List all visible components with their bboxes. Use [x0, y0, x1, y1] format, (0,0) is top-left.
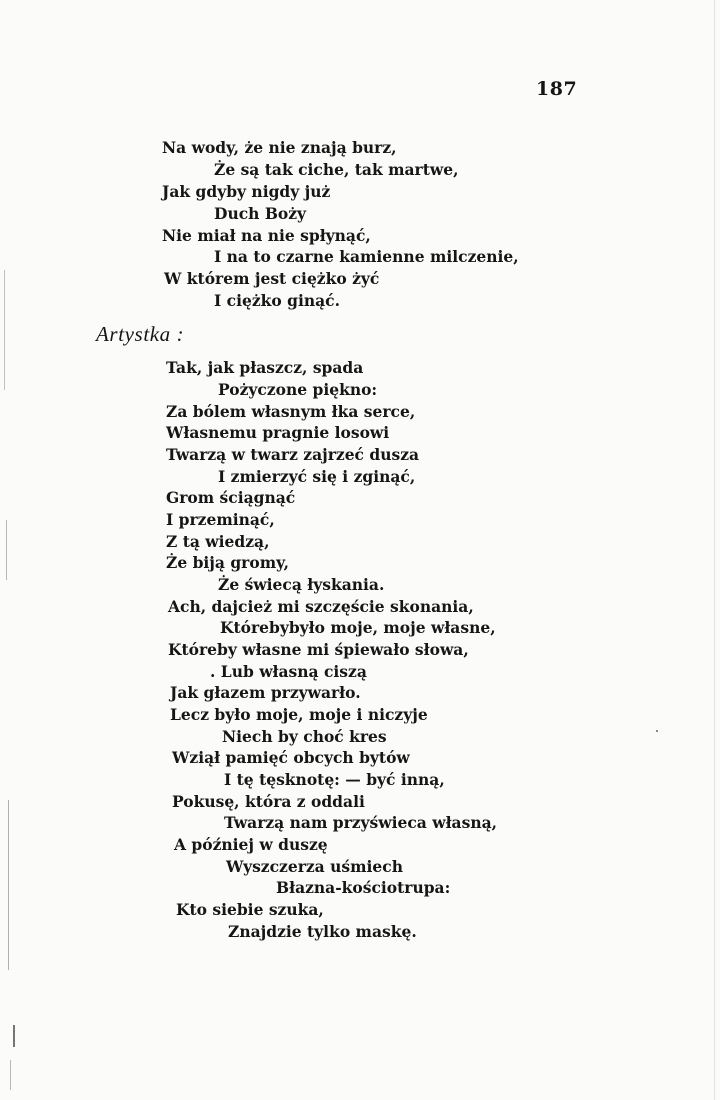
page-number: 187: [536, 78, 578, 100]
verse-line: Pożyczone piękno:: [218, 380, 378, 399]
verse-line: Którebybyło moje, moje własne,: [220, 618, 496, 637]
speaker-name: Artystka :: [96, 322, 185, 346]
verse-line: Grom ściągnąć: [166, 488, 296, 507]
scan-edge-mark: [10, 1060, 11, 1090]
verse-line: Duch Boży: [214, 204, 307, 223]
verse-line: Jak gdyby nigdy już: [162, 182, 331, 201]
verse-line: . Lub własną ciszą: [210, 662, 367, 681]
scan-edge-mark: [8, 800, 9, 970]
verse-line: Wziął pamięć obcych bytów: [172, 748, 410, 767]
verse-line: W którem jest ciężko żyć: [164, 269, 380, 288]
scan-edge-mark: [714, 0, 715, 1100]
verse-line: Jak głazem przywarło.: [170, 683, 361, 702]
scan-edge-mark: [4, 270, 5, 390]
verse-line: Za bólem własnym łka serce,: [166, 402, 416, 421]
scan-speck: [656, 730, 658, 732]
verse-line: Że są tak ciche, tak martwe,: [214, 160, 459, 179]
verse-line: Twarzą nam przyświeca własną,: [224, 813, 498, 832]
verse-line: Znajdzie tylko maskę.: [228, 922, 417, 941]
verse-line: I tę tęsknotę: — być inną,: [224, 770, 445, 789]
verse-line: Że biją gromy,: [166, 553, 290, 572]
verse-line: Błazna-kościotrupa:: [276, 878, 451, 897]
verse-line: Któreby własne mi śpiewało słowa,: [168, 640, 469, 659]
verse-line: I przeminąć,: [166, 510, 275, 529]
scan-edge-mark: [13, 1025, 15, 1047]
verse-line: Z tą wiedzą,: [166, 532, 270, 551]
verse-line: Własnemu pragnie losowi: [166, 423, 390, 442]
verse-line: Że świecą łyskania.: [218, 575, 385, 594]
verse-line: I na to czarne kamienne milczenie,: [214, 247, 519, 266]
verse-line: Kto siebie szuka,: [176, 900, 324, 919]
scan-edge-mark: [6, 520, 7, 580]
verse-line: Wyszczerza uśmiech: [226, 857, 403, 876]
verse-line: Nie miał na nie spłynąć,: [162, 226, 371, 245]
verse-line: Pokusę, która z oddali: [172, 792, 365, 811]
verse-line: Tak, jak płaszcz, spada: [166, 358, 364, 377]
verse-line: Na wody, że nie znają burz,: [162, 138, 397, 157]
verse-line: Ach, dajcież mi szczęście skonania,: [168, 597, 474, 616]
verse-line: Niech by choć kres: [222, 727, 387, 746]
verse-line: Twarzą w twarz zajrzeć dusza: [166, 445, 420, 464]
verse-line: I zmierzyć się i zginąć,: [218, 467, 416, 486]
verse-line: I ciężko ginąć.: [214, 291, 340, 310]
verse-line: Lecz było moje, moje i niczyje: [170, 705, 428, 724]
verse-line: A później w duszę: [174, 835, 328, 854]
